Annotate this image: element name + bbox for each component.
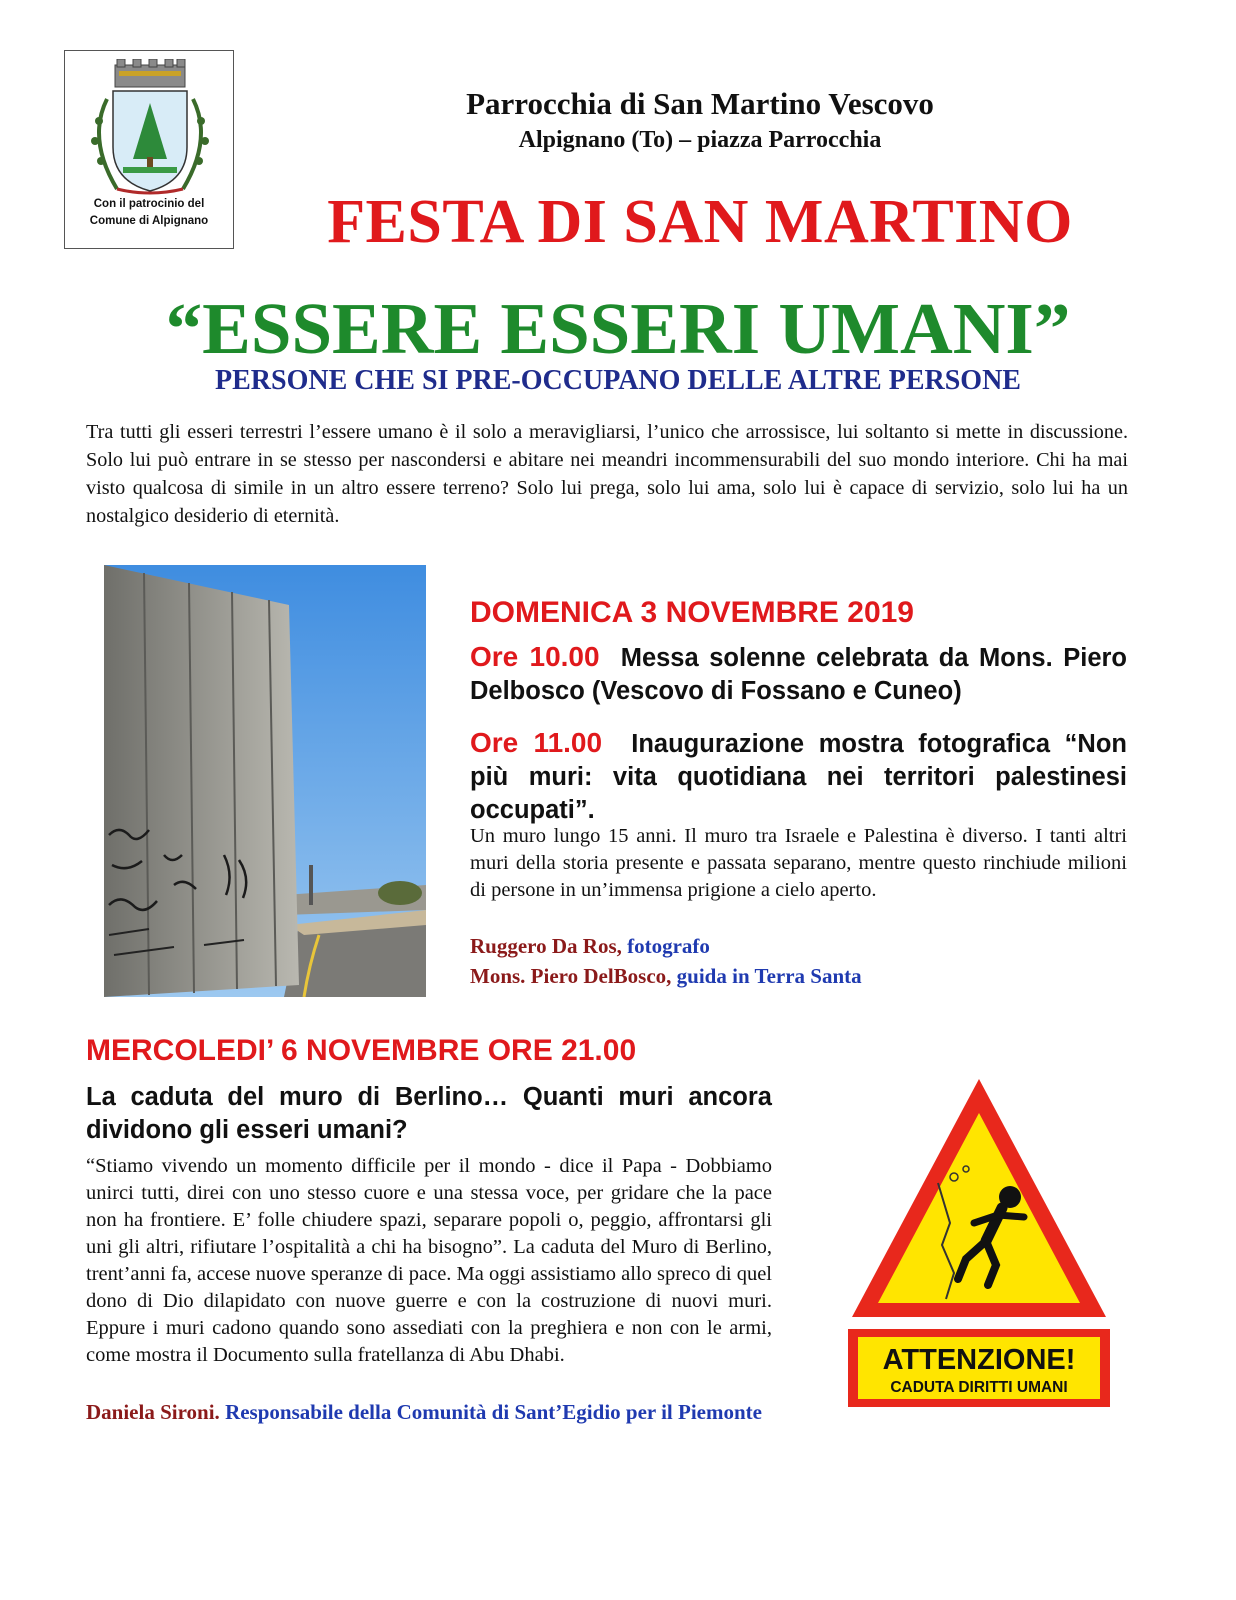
- coat-of-arms-icon: [77, 59, 223, 197]
- warning-sign: [846, 1073, 1112, 1413]
- sunday-event-mass: [470, 640, 1127, 708]
- patronage-caption: [65, 196, 233, 230]
- wednesday-date: MERCOLEDI’ 6 NOVEMBRE ORE 21.00: [86, 1034, 637, 1067]
- parish-name: Parrocchia di San Martino Vescovo: [466, 86, 934, 121]
- speaker-role: Responsabile della Comunità di Sant’Egidio per il Piemonte: [225, 1400, 762, 1424]
- photographer-name: Ruggero Da Ros,: [470, 934, 622, 958]
- credit-guide: [470, 961, 1127, 991]
- guide-role: guida in Terra Santa: [676, 964, 862, 988]
- sign-line2: CADUTA DIRITTI UMANI: [890, 1379, 1068, 1396]
- patronage-caption-line1: Con il patrocinio del: [93, 198, 205, 210]
- mass-text: Messa solenne celebrata da Mons. Piero Delbosco (Vescovo di Fossano e Cuneo): [470, 644, 1127, 705]
- exhibition-description: Un muro lungo 15 anni. Il muro tra Israele e Palestina è diverso. I tanti altri muri della storia presente e passata separano, mentre questo rinchiude milioni di persone in un’immensa prigione a cielo aperto.: [470, 825, 1127, 901]
- sign-line1: ATTENZIONE!: [882, 1344, 1076, 1376]
- exhibition-time: Ore 11.00: [470, 727, 603, 758]
- sunday-date: DOMENICA 3 NOVEMBRE 2019: [470, 596, 914, 629]
- parish-location: Alpignano (To) – piazza Parrocchia: [518, 127, 882, 153]
- exhibition-text: Inaugurazione mostra fotografica “Non più muri: vita quotidiana nei territori palestinesi occupati”.: [470, 730, 1127, 824]
- theme-title: “ESSERE ESSERI UMANI”: [165, 288, 1071, 369]
- photographer-role: fotografo: [627, 934, 710, 958]
- separation-wall-photo: [104, 565, 426, 997]
- sunday-event-exhibition: [470, 726, 1127, 827]
- wednesday-title: La caduta del muro di Berlino… Quanti muri ancora dividono gli esseri umani?: [86, 1083, 772, 1144]
- wednesday-speaker: [86, 1397, 772, 1427]
- festa-title: FESTA DI SAN MARTINO: [327, 188, 1073, 256]
- credit-photographer: [470, 931, 1127, 961]
- patronage-logo: [64, 50, 234, 249]
- theme-subtitle: PERSONE CHE SI PRE-OCCUPANO DELLE ALTRE PERSONE: [215, 365, 1021, 396]
- wednesday-text: “Stiamo vivendo un momento difficile per il mondo - dice il Papa - Dobbiamo unirci tutti, direi con uno stesso cuore e una stessa voce, per gridare che la pace non ha frontiere. E’ folle chiudere spazi, separare popoli o, peggio, affrontarsi gli uni gli altri, rifiutare l’ospitalità a chi ha bisogno”. La caduta del Muro di Berlino, trent’anni fa, accese nuove speranze di pace. Ma oggi assistiamo allo spreco di quel dono di Dio dilapidato con nuove guerre e con la costruzione di nuovi muri. Eppure i muri cadono quando sono assediati con la preghiera e non con le armi, come mostra il Documento sulla fratellanza di Abu Dhabi.: [86, 1155, 772, 1366]
- mass-time: Ore 10.00: [470, 641, 600, 672]
- exhibition-credits: [470, 931, 1127, 991]
- intro-paragraph: Tra tutti gli esseri terrestri l’essere umano è il solo a meravigliarsi, l’unico che arrossisce, lui soltanto si mette in discussione. Solo lui può entrare in se stesso per nascondersi e abitare nei meandri incommensurabili del suo mondo interiore. Chi ha mai visto qualcosa di simile in un altro essere terreno? Solo lui prega, solo lui ama, solo lui è capace di servizio, solo lui ha un nostalgico desiderio di eternità.: [86, 421, 1128, 527]
- patronage-caption-line2: Comune di Alpignano: [89, 215, 209, 227]
- guide-name: Mons. Piero DelBosco,: [470, 964, 672, 988]
- speaker-name: Daniela Sironi.: [86, 1400, 220, 1424]
